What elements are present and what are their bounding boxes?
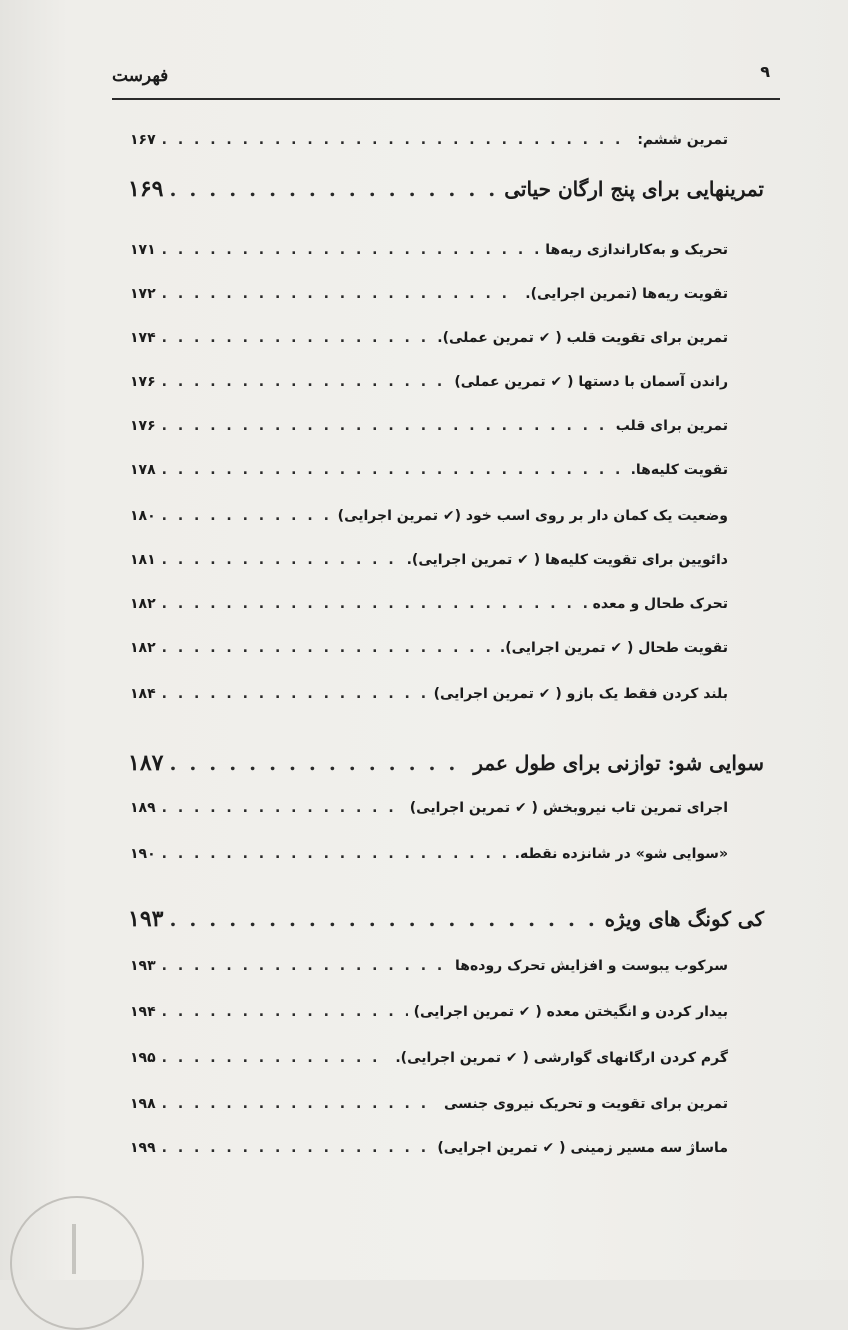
toc-entry-label: وضعیت یک کمان دار بر روی اسب خود (✔ تمرین اجرایی) [337, 508, 728, 524]
dot-leader [162, 132, 632, 148]
toc-entry-label: بلند کردن فقط یک بازو ( ✔ تمرین اجرایی) [433, 686, 728, 702]
toc-entry-label: تحرک طحال و معده [592, 596, 728, 612]
toc-entry-page: ۱۷۶ [130, 374, 156, 390]
dot-leader [162, 242, 540, 258]
dot-leader [162, 418, 610, 434]
toc-section-page: ۱۹۳ [128, 906, 164, 932]
toc-entry [130, 330, 728, 346]
dot-leader [162, 640, 494, 656]
toc-entry [130, 286, 728, 302]
toc-entry-label: دائویین برای تقویت کلیه‌ها ( ✔ تمرین اجرایی). [406, 552, 728, 568]
toc-section-heading [128, 906, 764, 932]
toc-entry-page: ۱۸۱ [130, 552, 156, 568]
toc-section-heading [128, 750, 764, 776]
page-number: ۹ [760, 62, 770, 81]
toc-entry-page: ۱۷۶ [130, 418, 156, 434]
toc-entry-page: ۱۶۷ [130, 132, 156, 148]
dot-leader [162, 800, 404, 816]
toc-entry-label: ماساژ سه مسیر زمینی ( ✔ تمرین اجرایی) [437, 1140, 728, 1156]
dot-leader [169, 177, 498, 201]
dot-leader [162, 552, 401, 568]
toc-entry-page: ۱۹۰ [130, 846, 156, 862]
toc-entry-label: سرکوب یبوست و افزایش تحرک روده‌ها [455, 958, 728, 974]
toc-entry-label: راندن آسمان با دستها ( ✔ تمرین عملی) [454, 374, 728, 390]
dot-leader [162, 846, 509, 862]
toc-entry-page: ۱۷۱ [130, 242, 156, 258]
toc-entry-page: ۱۸۲ [130, 596, 156, 612]
dot-leader [162, 374, 449, 390]
toc-entry [130, 958, 728, 974]
toc-entry-label: گرم کردن ارگانهای گوارشی ( ✔ تمرین اجرایی). [395, 1050, 728, 1066]
toc-entry [130, 462, 728, 478]
header-title: فهرست [112, 66, 169, 86]
toc-entry [130, 1096, 728, 1112]
toc-entry-page: ۱۸۹ [130, 800, 156, 816]
dot-leader [162, 958, 449, 974]
toc-entry-page: ۱۹۳ [130, 958, 156, 974]
toc-entry-page: ۱۹۸ [130, 1096, 156, 1112]
toc-section-label: کی کونگ های ویژه [604, 907, 764, 931]
toc-entry-label: تقویت طحال ( ✔ تمرین اجرایی). [499, 640, 728, 656]
toc-entry-label: تمرین برای تقویت و تحریک نیروی جنسی [443, 1096, 728, 1112]
dot-leader [162, 1004, 408, 1020]
toc-entry-label: تمرین ششم: [637, 132, 728, 148]
toc-section-label: تمرینهایی برای پنج ارگان حیاتی [504, 177, 764, 201]
toc-entry-label: بیدار کردن و انگیختن معده ( ✔ تمرین اجرایی) [413, 1004, 728, 1020]
toc-entry-label: تقویت کلیه‌ها. [630, 462, 728, 478]
toc-entry [130, 686, 728, 702]
toc-entry-page: ۱۹۵ [130, 1050, 156, 1066]
dot-leader [162, 1050, 390, 1066]
toc-entry-page: ۱۷۲ [130, 286, 156, 302]
dot-leader [162, 1096, 438, 1112]
dot-leader [169, 907, 598, 931]
toc-entry [130, 242, 728, 258]
toc-entry [130, 596, 728, 612]
toc-entry [130, 132, 728, 148]
toc-entry [130, 418, 728, 434]
dot-leader [162, 508, 332, 524]
dot-leader [169, 751, 467, 775]
dot-leader [162, 686, 428, 702]
toc-section-page: ۱۸۷ [128, 750, 164, 776]
dot-leader [162, 286, 520, 302]
toc-entry [130, 1140, 728, 1156]
toc-entry-page: ۱۸۰ [130, 508, 156, 524]
toc-entry [130, 1050, 728, 1066]
toc-entry [130, 552, 728, 568]
toc-entry-label: تمرین برای تقویت قلب ( ✔ تمرین عملی). [437, 330, 728, 346]
dot-leader [162, 330, 432, 346]
toc-section-label: سوایی شو: توازنی برای طول عمر [473, 751, 764, 775]
toc-entry [130, 1004, 728, 1020]
dot-leader [162, 1140, 432, 1156]
toc-entry-label: اجرای تمرین تاب نیروبخش ( ✔ تمرین اجرایی) [409, 800, 728, 816]
toc-entry-page: ۱۹۹ [130, 1140, 156, 1156]
library-stamp-seal [10, 1196, 144, 1330]
toc-entry-label: تمرین برای قلب [615, 418, 728, 434]
toc-entry-page: ۱۸۴ [130, 686, 156, 702]
toc-section-heading [128, 176, 764, 202]
toc-entry-page: ۱۷۸ [130, 462, 156, 478]
toc-entry [130, 846, 728, 862]
toc-entry-label: تحریک و به‌کاراندازی ریه‌ها [545, 242, 728, 258]
dot-leader [162, 462, 625, 478]
toc-entry-label: «سوایی شو» در شانزده نقطه. [514, 846, 728, 862]
toc-entry [130, 640, 728, 656]
toc-entry-page: ۱۸۲ [130, 640, 156, 656]
toc-entry [130, 374, 728, 390]
toc-entry-page: ۱۷۴ [130, 330, 156, 346]
stamp-emblem [72, 1224, 76, 1274]
toc-entry [130, 508, 728, 524]
toc-entry-label: تقویت ریه‌ها (تمرین اجرایی). [525, 286, 728, 302]
toc-section-page: ۱۶۹ [128, 176, 164, 202]
toc-entry [130, 800, 728, 816]
dot-leader [162, 596, 587, 612]
toc-entry-page: ۱۹۴ [130, 1004, 156, 1020]
